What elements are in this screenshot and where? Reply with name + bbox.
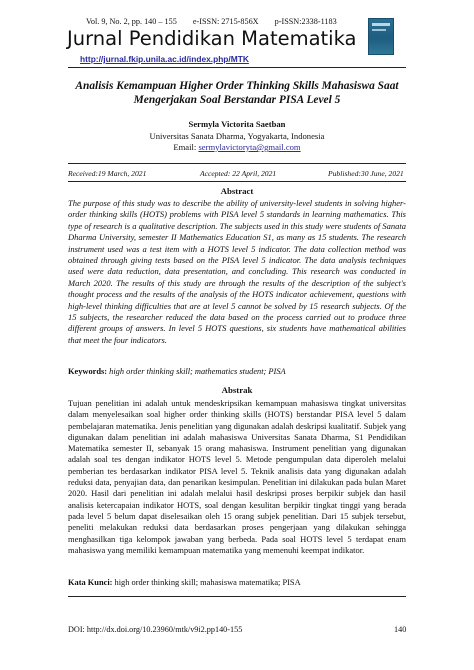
abstract-indonesian-text: Tujuan penelitian ini adalah untuk mendeskripsikan kemampuan mahasiswa tingkat universitas dalam menyelesaikan soal higher order thinking skills (HOTS) berstandar PISA level 5 dalam pembelajaran matematika. Jenis penelitian yang digunakan adalah deskripsi kualitatif. Subjek yang digunakan dalam penelitian ini adalah mahasiswa Universitas Sanata Dharma, S1 Pendidikan Matematika semester II, sebanyak 15 orang mahasiswa. Instrument penelitian yang digunakan adalah soal tes dengan indikator HOTS level 5. Metode pengumpulan data diperoleh melalui pemberian tes berdasarkan indikator PISA level 5. Teknik analisis data yang digunakan adalah reduksi data, penyajian data, dan penarikan kesimpulan. Penelitian ini dilakukan pada bulan Maret 2020. Hasil dari penelitian ini adalah melalui hasil deskripsi proses berpikir subjek dan hasil analisis ketercapaian indikator HOTS, soal dengan kesulitan berpikir tingkat tinggi yang berada pada level 5 belum dapat diselesaikan oleh 15 orang subjek penelitian. Dari 15 subjek tersebut, peneliti melakukan reduksi data berdasarkan proses pengerjaan yang dilakukan sehingga menghasilkan tiga kelompok jawaban yang berbeda. Pada soal HOTS level 5 terdapat enam mahasiswa yang memiliki kemampuan matematika yang memenuhi keempat indikator.: [68, 398, 406, 555]
page-number: 140: [394, 625, 407, 634]
kata-kunci-label: Kata Kunci:: [68, 578, 113, 587]
abstract-end-divider: [68, 596, 406, 597]
kata-kunci-values: high order thinking skill; mahasiswa matematika; PISA: [114, 578, 301, 587]
abstract-heading: Abstract: [220, 186, 254, 196]
journal-title: Jurnal Pendidikan Matematika: [67, 27, 357, 50]
journal-meta-line: [86, 17, 337, 26]
pissn: p-ISSN:2338-1183: [274, 17, 337, 26]
abstrak-heading: Abstrak: [221, 385, 253, 395]
journal-url-link[interactable]: http://jurnal.fkip.unila.ac.id/index.php/MTK: [80, 54, 249, 64]
eissn: e-ISSN: 2715-856X: [192, 17, 259, 26]
article-title: [40, 79, 434, 107]
author-affiliation: Universitas Sanata Dharma, Yogyakarta, Indonesia: [149, 131, 325, 141]
email-label: Email:: [173, 142, 197, 152]
accepted-date: Accepted: 22 April, 2021: [200, 169, 277, 178]
keywords-label: Keywords:: [68, 367, 108, 376]
author-email-line: [40, 142, 434, 153]
volume-info: Vol. 9, No. 2, pp. 140 – 155: [86, 17, 177, 26]
header-divider: [68, 67, 406, 68]
dates-top-divider: [68, 163, 406, 164]
doi-footer: DOI: http://dx.doi.org/10.23960/mtk/v9i2.pp140-155: [68, 625, 243, 634]
received-date: Received:19 March, 2021: [68, 169, 147, 178]
article-title-line-2: Mengerjakan Soal Berstandar PISA Level 5: [133, 94, 341, 106]
keywords-values: high order thinking skill; mathematics student; PISA: [109, 367, 286, 376]
kata-kunci-line: [68, 578, 301, 587]
journal-cover-thumbnail: [368, 18, 394, 55]
author-email-link[interactable]: sermylavictoryta@gmail.com: [198, 142, 301, 152]
abstract-english-text: The purpose of this study was to describe the ability of university-level students in solving higher-order thinking skills (HOTS) problems with PISA level 5 standards in learning mathematics. This type of research is a qualitative description. The subjects used in this study were students of Sanata Dharma University, semester II Mathematics Education S1, as many as 15 students. The research instrument used was a test item with a HOTS level 5 indicator. The data collection method was obtained through giving tests based on the PISA level 5 indicator. The data analysis techniques used were data reduction, data presentation, and concluding. This research was conducted in March 2020. The results of this study are through the results of the description of the subject's thought process and the results of the analysis of the HOTS indicator achievement, questions with high-level thinking difficulties that are at level 5 cannot be solved by 15 research subjects. Of the 15 subjects, the researcher reduced the data based on the process carried out to produce three different groups of answers. In level 5 HOTS questions, six students have mathematical abilities that meet the four indicators.: [68, 198, 406, 345]
published-date: Published:30 June, 2021: [328, 169, 404, 178]
author-name: Sermyla Victorita Saetban: [188, 119, 286, 129]
keywords-line: [68, 367, 286, 376]
article-title-line-1: Analisis Kemampuan Higher Order Thinking Skills Mahasiswa Saat: [75, 80, 399, 92]
dates-bottom-divider: [68, 181, 406, 182]
